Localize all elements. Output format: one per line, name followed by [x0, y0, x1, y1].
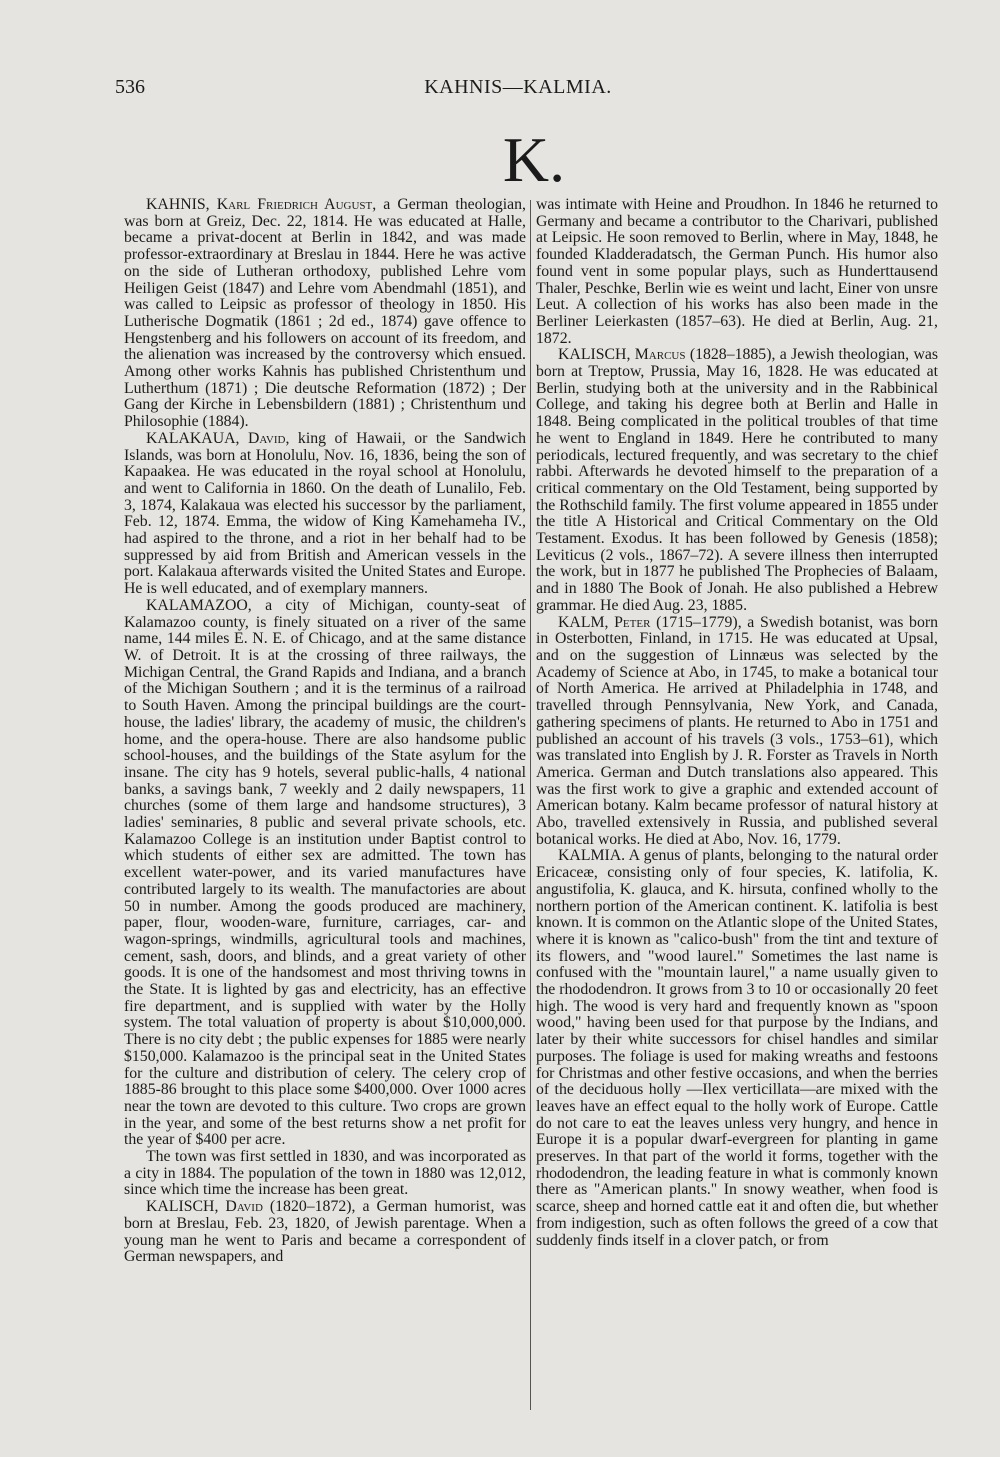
entry-name: Peter [614, 613, 651, 631]
entry-kalm [536, 615, 938, 849]
running-title: KAHNIS—KALMIA. [424, 76, 612, 98]
entry-text: king of Hawaii, or the Sandwich Islands, was born at Honolulu, Nov. 16, 1836, being the son of Kapaakea. He was educated in the royal school at Honolulu, and went to California in 1860. On the death of Lunalilo, Feb. 3, 1874, Kalakaua was elected his successor by the parliament, Feb. 12, 1874. Emma, the widow of King Kamehameha IV., had aspired to the throne, and a riot in her behalf had to be suppressed by aid from British and American vessels in the port. Kalakaua afterwards visited the United States and Europe. He is well educated, and of exemplary manners. [124, 429, 527, 598]
entry-headword: KALM, [558, 613, 609, 631]
entry-headword: KALISCH, [146, 1198, 219, 1216]
entry-kahnis [124, 197, 526, 431]
entry-name: Karl Friedrich August, [216, 196, 377, 213]
entry-headword: KALAKAUA, [146, 429, 240, 447]
entry-text: A genus of plants, belonging to the natural order Ericaceæ, consisting only of four species, K. latifolia, K. angustifolia, K. glauca, and K. hirsuta, confined wholly to the northern portion of the American continent. K. latifolia is best known. It is common on the Atlantic slope of the United States, where it is known as "calico-bush" from the tint and texture of its flowers, and "wood laurel." Sometimes the last name is confused with the "mountain laurel," a name usually given to the rhododendron. It grows from 3 to 10 or occasionally 20 feet high. The wood is very hard and frequently known as "spoon wood," having been used for that purpose by the Indians, and later by their white successors for chisel handles and similar purposes. The foliage is used for making wreaths and festoons for Christmas and other festive occasions, and when the berries of the deciduous holly —Ilex verticillata—are mixed with the leaves have an effect equal to the holly work of Europe. Cattle do not care to eat the leaves unless very hungry, and hence in Europe it is a popular dwarf-evergreen for planting in game preserves. In that part of the world it forms, together with the rhododendron, the leading feature in what is commonly known there as "American plants." In snowy weather, when food is scarce, sheep and horned cattle eat it and often die, but whether from indigestion, such as often follows the greed of a cow that suddenly finds itself in a clover patch, or from [536, 847, 938, 1249]
entry-text: (1715–1779), a Swedish botanist, was born in Osterbotten, Finland, in 1715. He was educated at Upsal, and on the suggestion of Linnæus was selected by the Academy of Science at Abo, in 1745, to make a botanical tour of North America. He arrived at Philadelphia in 1748, and travelled through Pennsylvania, New York, and Canada, gathering specimens of plants. He returned to Abo in 1751 and published an account of his travels (3 vols., 1753–61), which was translated into English by J. R. Forster as Travels in North America. German and Dutch translations also appeared. This was the first work to give a graphic and extended account of American botany. Kalm became professor of natural history at Abo, travelled extensively in Russia, and published several botanical works. He died at Abo, Nov. 16, 1779. [536, 613, 939, 848]
entry-headword: KAHNIS, [146, 196, 210, 213]
entry-name: Marcus [634, 346, 686, 364]
entry-name: David, [247, 429, 290, 447]
entry-name: David [225, 1198, 263, 1216]
entry-kalisch-marcus [536, 347, 938, 614]
entry-kalamazoo [124, 598, 526, 1149]
page-number: 536 [115, 76, 145, 98]
left-column [124, 197, 526, 1266]
column-divider [530, 200, 531, 1410]
entry-kalisch-david [124, 1199, 526, 1266]
entry-kalamazoo-continued [124, 1149, 526, 1199]
entry-text: was intimate with Heine and Proudhon. In 1846 he returned to Germany and became a contributor to the Charivari, published at Leipsic. He soon removed to Berlin, where in May, 1848, he founded Kladderadatsch, the German Punch. His humor also found vent in some popular plays, such as Hunderttausend Thaler, Peschke, Berlin wie es weint und lacht, Einer von unsre Leut. A collection of his works has also been made in the Berliner Leierkasten (1857–63). He died at Berlin, Aug. 21, 1872. [536, 196, 938, 347]
entry-kalakaua [124, 431, 526, 598]
entry-text: a German theologian, was born at Greiz, Dec. 22, 1814. He was educated at Halle, became a privat-docent at Berlin in 1842, and was made professor-extraordinary at Breslau in 1844. Here he was active on the side of Lutheran orthodoxy, published Lehre vom Heiligen Geist (1847) and Lehre vom Abendmahl (1851), and was called to Leipsic as professor of theology in 1850. His Lutherische Dogmatik (1861 ; 2d ed., 1874) gave offence to Hengstenberg and his followers on account of its freedom, and the alienation was increased by the controversy which ensued. Among other works Kahnis has published Christenthum und Lutherthum (1871) ; Die deutsche Reformation (1872) ; Der Gang der Kirche in Lebensbildern (1881) ; Christenthum und Philosophie (1884). [124, 196, 526, 431]
entry-kalmia [536, 848, 938, 1249]
entry-headword: KALISCH, [558, 346, 631, 364]
entry-kalisch-david-continued [536, 197, 938, 347]
right-column [536, 197, 938, 1249]
entry-headword: KALAMAZOO, [146, 596, 252, 614]
entry-text: The town was first settled in 1830, and was incorporated as a city in 1884. The population of the town in 1880 was 12,012, since which time the increase has been great. [124, 1148, 526, 1199]
entry-text: (1828–1885), a Jewish theologian, was born at Treptow, Prussia, May 16, 1828. He was educated at Berlin, studying both at the university and in the Rabbinical College, and taking his degree both at Berlin and Halle in 1848. Being complicated in the political troubles of that time he went to England in 1849. Here he contributed to many periodicals, lectured frequently, and was secretary to the chief rabbi. Afterwards he devoted himself to the preparation of a critical commentary on the Old Testament, being supported by the Rothschild family. The first volume appeared in 1855 under the title A Historical and Critical Commentary on the Old Testament. Exodus. It has been followed by Genesis (1858); Leviticus (2 vols., 1867–72). A severe illness then interrupted the work, but in 1877 he published The Prophecies of Balaam, and in 1880 The Book of Jonah. He also published a Hebrew grammar. He died Aug. 23, 1885. [536, 346, 939, 614]
entry-text: a city of Michigan, county-seat of Kalamazoo county, is finely situated on a river of the same name, 144 miles E. N. E. of Chicago, and at the same distance W. of Detroit. It is at the crossing of three railways, the Michigan Central, the Grand Rapids and Indiana, and a branch of the Michigan Southern ; and it is the terminus of a railroad to South Haven. Among the principal buildings are the court-house, the ladies' library, the academy of music, the children's home, and the opera-house. There are also handsome public school-houses, and the buildings of the State asylum for the insane. The city has 9 hotels, several public-halls, 4 national banks, a savings bank, 7 weekly and 2 daily newspapers, 11 churches (some of them large and handsome structures), 3 ladies' seminaries, 8 public and several private schools, etc. Kalamazoo College is an institution under Baptist control to which students of either sex are admitted. The town has excellent water-power, and its varied manufactures have contributed largely to its wealth. The manufactories are about 50 in number. Among the goods produced are machinery, paper, flour, wooden-ware, furniture, carriages, car- and wagon-springs, windmills, agricultural tools and machines, cement, sash, doors, and blinds, and a great variety of other goods. It is one of the handsomest and most thriving towns in the State. It is lighted by gas and electricity, has an effective fire department, and is supplied with water by the Holly system. The total valuation of property is about $10,000,000. There is no city debt ; the public expenses for 1885 were nearly $150,000. Kalamazoo is the principal seat in the United States for the culture and distribution of celery. The celery crop of 1885-86 brought to this place some $400,000. Over 1000 acres near the town are devoted to this culture. Two crops are grown in the year, and some of the best returns show a net profit for the year of $400 per acre. [124, 596, 526, 1149]
entry-text: (1820–1872), a German humorist, was born at Breslau, Feb. 23, 1820, of Jewish parentage. When a young man he went to Paris and became a correspondent of German newspapers, and [124, 1198, 526, 1266]
entry-headword: KALMIA. [558, 847, 626, 865]
section-letter: K. [502, 124, 566, 195]
